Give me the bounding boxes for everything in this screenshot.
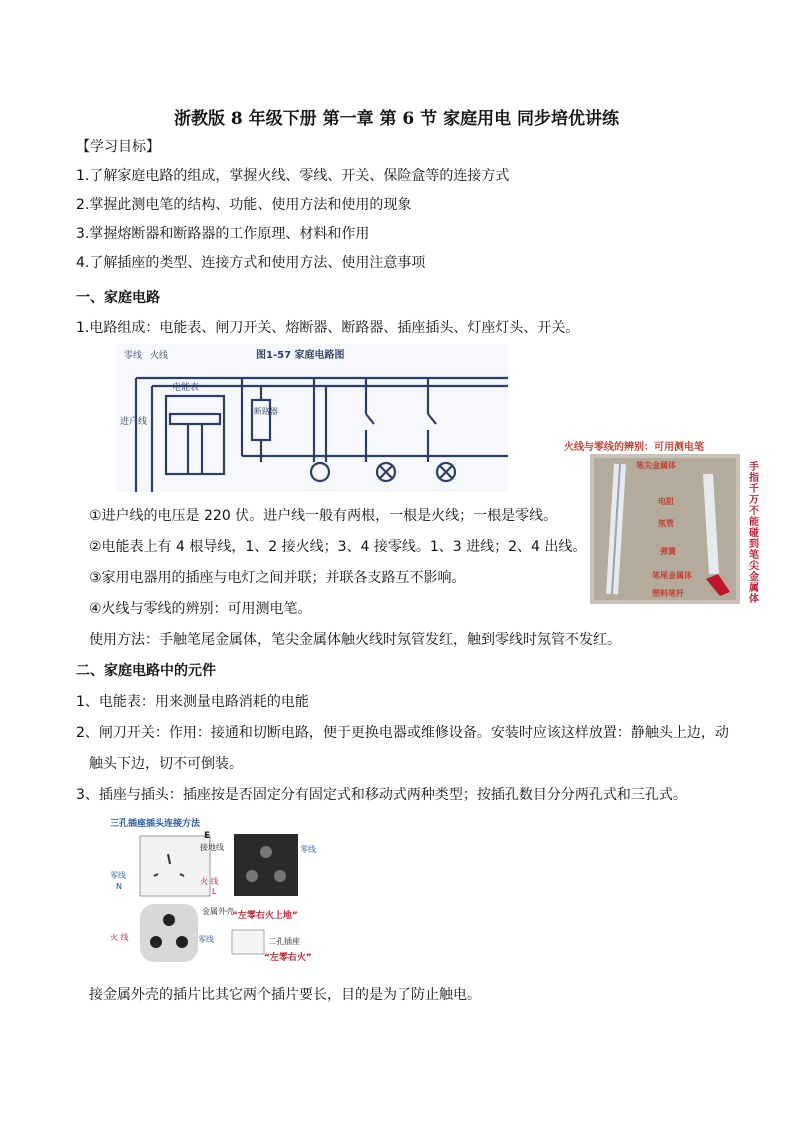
socket-n: N xyxy=(116,882,122,891)
component-item: 1、电能表：用来测量电路消耗的电能 xyxy=(76,694,309,710)
pen-label-tail: 笔尾金属体 xyxy=(652,571,692,580)
pen-label-tip: 笔尖金属体 xyxy=(636,461,676,470)
objective-item: 2.掌握此测电笔的结构、功能、使用方法和使用的现象 xyxy=(76,197,412,213)
breaker-label: 断路器 xyxy=(254,407,278,416)
zero-line-label: 零线 xyxy=(124,351,143,361)
component-item: 触头下边，切不可倒装。 xyxy=(89,756,243,772)
circuit-composition: 1.电路组成：电能表、闸刀开关、熔断器、断路器、插座插头、灯座灯头、开关。 xyxy=(76,320,580,336)
component-item: 3、插座与插头：插座按是否固定分有固定式和移动式两种类型；按插孔数目分分两孔式和三孔式。 xyxy=(76,787,687,803)
socket-zero-right: 零线 xyxy=(300,845,316,854)
socket-zero-n-label: 零线 xyxy=(110,871,126,880)
two-hole-label: 二孔插座 xyxy=(268,937,300,946)
page-title: 浙教版 8 年级下册 第一章 第 6 节 家庭用电 同步培优讲练 xyxy=(173,109,619,129)
plug-fire-label: 火 线 xyxy=(110,933,129,942)
socket-connection-figure xyxy=(108,814,340,974)
pen-label-body: 塑料笔杆 xyxy=(652,589,684,598)
pen-label-spring: 弹簧 xyxy=(660,547,676,556)
circuit-point: ①进户线的电压是 220 伏。进户线一般有两根，一根是火线；一根是零线。 xyxy=(89,508,558,524)
socket-e: E xyxy=(204,831,211,841)
circuit-point: ③家用电器用的插座与电灯之间并联；并联各支路互不影响。 xyxy=(89,570,466,586)
household-circuit-diagram xyxy=(116,344,508,492)
objective-item: 1.了解家庭电路的组成，掌握火线、零线、开关、保险盒等的连接方式 xyxy=(76,168,510,184)
section-heading: 一、家庭电路 xyxy=(76,290,160,306)
pen-usage: 使用方法：手触笔尾金属体，笔尖金属体触火线时氖管发红，触到零线时氖管不发红。 xyxy=(89,632,621,648)
meter-label: 电能表 xyxy=(172,383,200,393)
pen-warning: 手指千万不能碰到笔尖金属体 xyxy=(749,462,759,605)
rule-two-hole: “左零右火” xyxy=(264,953,312,963)
component-item: 2、闸刀开关：作用：接通和切断电路，便于更换电器或维修设备。安装时应该这样放置：静触头上边，动 xyxy=(76,725,729,741)
socket-fire-l-label: 火 线 xyxy=(200,877,219,886)
objective-item: 4.了解插座的类型、连接方式和使用方法、使用注意事项 xyxy=(76,255,426,271)
circuit-point: ②电能表上有 4 根导线，1、2 接火线；3、4 接零线。1、3 进线；2、4 出线。 xyxy=(89,539,587,555)
diagram-title: 图1-57 家庭电路图 xyxy=(256,350,345,361)
circuit-point: ④火线与零线的辨别：可用测电笔。 xyxy=(89,601,312,617)
socket-title: 三孔插座插头连接方法 xyxy=(110,819,201,829)
pen-label-resistor: 电阻 xyxy=(658,497,674,506)
plug-zero-label: 零线 xyxy=(198,935,214,944)
objective-item: 3.掌握熔断器和断路器的工作原理、材料和作用 xyxy=(76,226,370,242)
pen-label-neon: 氖管 xyxy=(658,519,674,528)
socket-metal-shell: 金属外壳 xyxy=(202,907,234,916)
socket-l: L xyxy=(212,887,217,896)
entry-label: 进户线 xyxy=(120,417,148,427)
socket-ground: 接地线 xyxy=(200,843,224,852)
test-pen-photo xyxy=(590,454,740,604)
section-heading: 二、家庭电路中的元件 xyxy=(76,663,216,679)
fire-line-label: 火线 xyxy=(150,351,169,361)
objectives-heading: 【学习目标】 xyxy=(76,139,160,155)
rule-three-hole: “左零右火上地” xyxy=(232,911,298,921)
socket-note: 接金属外壳的插片比其它两个插片要长，目的是为了防止触电。 xyxy=(89,987,481,1003)
pen-caption: 火线与零线的辨别：可用测电笔 xyxy=(564,442,704,453)
